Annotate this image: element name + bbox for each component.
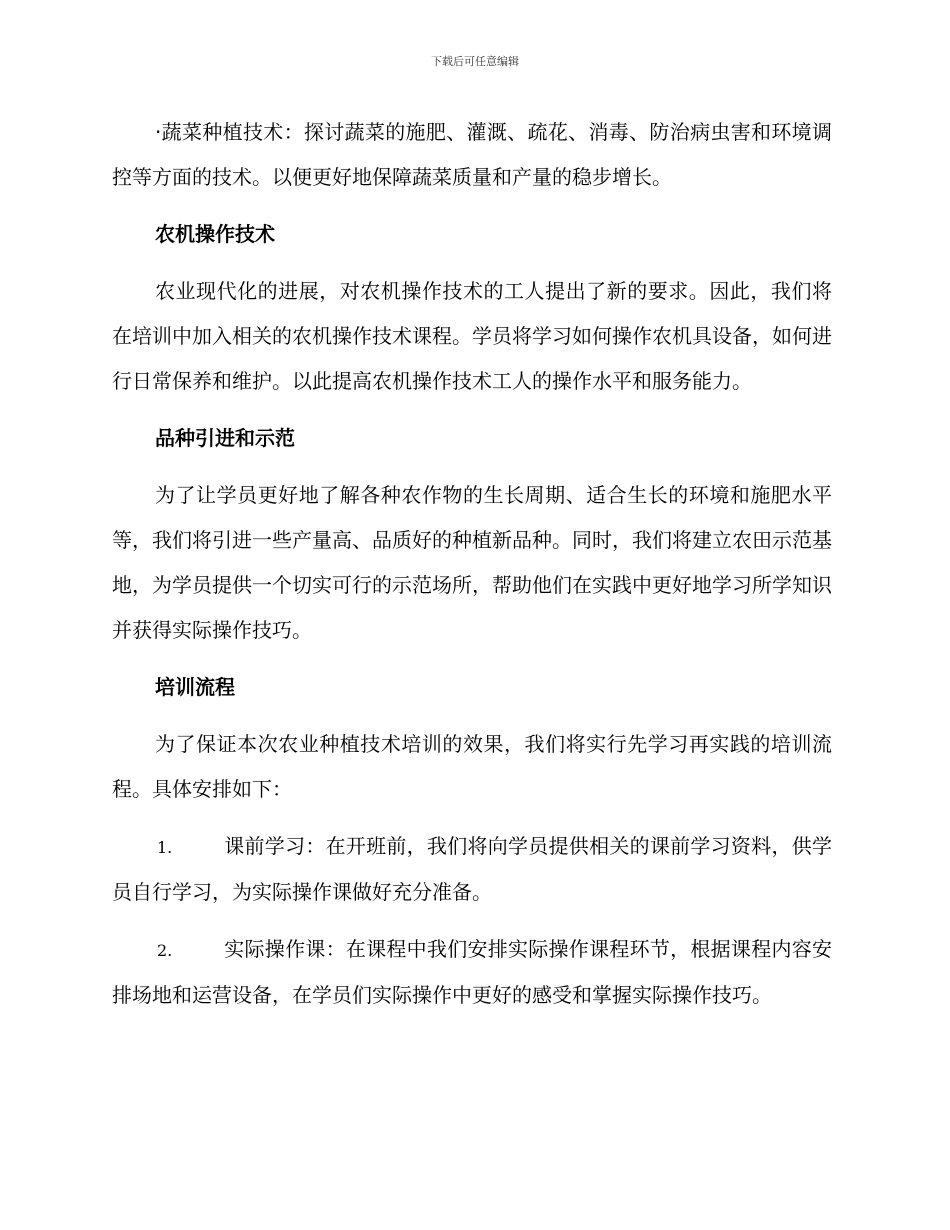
heading-variety-introduction: 品种引进和示范 (155, 426, 295, 450)
list-item-pre-class-study (112, 824, 832, 915)
list-item-practical-class (112, 927, 832, 1018)
paragraph-training-process: 为了保证本次农业种植技术培训的效果，我们将实行先学习再实践的培训流程。具体安排如下： (112, 732, 832, 801)
list-item-text: 实际操作课：在课程中我们安排实际操作课程环节，根据课程内容安排场地和运营设备，在学员们实际操作中更好的感受和掌握实际操作技巧。 (112, 937, 832, 1007)
paragraph-machinery-operation: 农业现代化的进展，对农机操作技术的工人提出了新的要求。因此，我们将在培训中加入相关的农机操作技术课程。学员将学习如何操作农机具设备，如何进行日常保养和维护。以此提高农机操作技术工人的操作水平和服务能力。 (112, 279, 832, 393)
list-number: 2. (157, 941, 173, 960)
heading-machinery-operation: 农机操作技术 (155, 222, 275, 246)
document-body (112, 110, 832, 1030)
list-item-text: 课前学习：在开班前，我们将向学员提供相关的课前学习资料，供学员自行学习，为实际操作课做好充分准备。 (112, 834, 832, 904)
page-header: 下载后可任意编辑 (431, 55, 519, 68)
list-number: 1. (157, 838, 173, 857)
heading-training-process: 培训流程 (155, 675, 235, 699)
paragraph-vegetable-techniques: ·蔬菜种植技术：探讨蔬菜的施肥、灌溉、疏花、消毒、防治病虫害和环境调控等方面的技术。以便更好地保障蔬菜质量和产量的稳步增长。 (112, 120, 832, 189)
paragraph-variety-introduction: 为了让学员更好地了解各种农作物的生长周期、适合生长的环境和施肥水平等，我们将引进一些产量高、品质好的种植新品种。同时，我们将建立农田示范基地，为学员提供一个切实可行的示范场所，帮助他们在实践中更好地学习所学知识并获得实际操作技巧。 (112, 483, 832, 642)
